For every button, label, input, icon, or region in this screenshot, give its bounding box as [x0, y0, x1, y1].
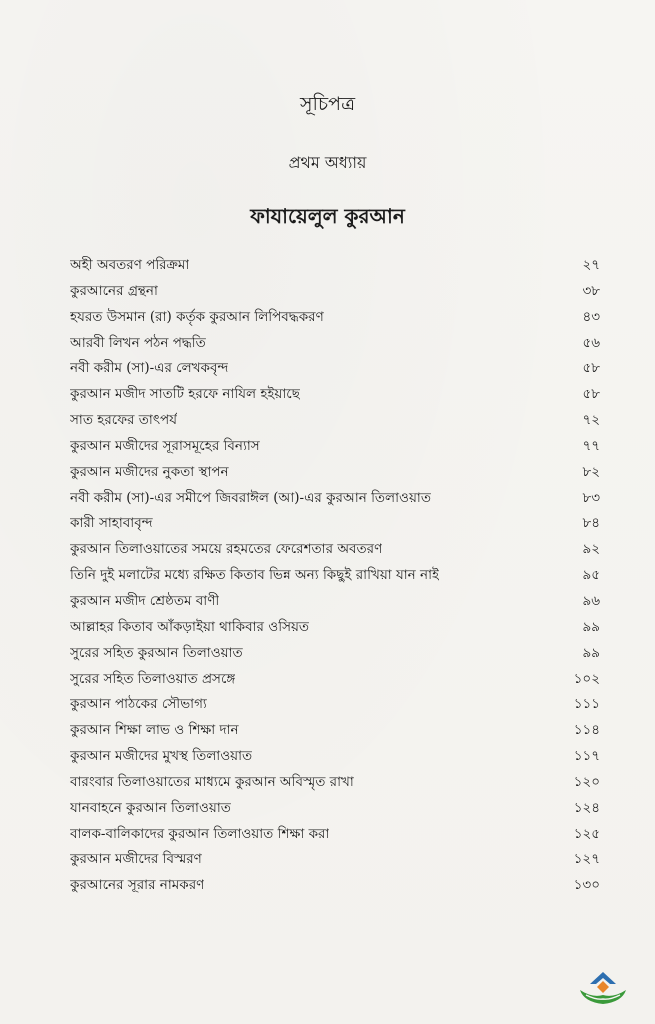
toc-entry [70, 486, 600, 512]
toc-entry-page-number: ৫৬ [582, 334, 600, 351]
toc-entry-title: কুরআন মজীদের সূরাসমূহের বিন্যাস [70, 437, 260, 454]
toc-entry [70, 537, 600, 563]
toc-entry-page-number: ৫৮ [582, 386, 600, 403]
toc-entry-title: নবী করীম (সা)-এর সমীপে জিবরাঈল (আ)-এর কুরআন তিলাওয়াত [70, 489, 431, 506]
toc-entry-page-number: ৭২ [582, 412, 600, 429]
toc-entry [70, 305, 600, 331]
toc-entry-title: কুরআন মজীদ শ্রেষ্ঠতম বাণী [70, 592, 220, 609]
toc-entry [70, 641, 600, 667]
section-heading: ফাযায়েলুল কুরআন [250, 204, 405, 228]
toc-entry-page-number: ৪৩ [582, 308, 600, 325]
toc-entry-title: আরবী লিখন পঠন পদ্ধতি [70, 334, 206, 351]
toc-entry [70, 253, 600, 279]
toc-entry [70, 589, 600, 615]
toc-entry-title: কুরআন মজীদের নুকতা স্থাপন [70, 463, 229, 480]
toc-entry-title: নবী করীম (সা)-এর লেখকবৃন্দ [70, 360, 229, 377]
toc-entry-title: যানবাহনে কুরআন তিলাওয়াত [70, 799, 231, 816]
toc-entry-page-number: ৯৬ [582, 592, 600, 609]
toc-entry [70, 744, 600, 770]
toc-entry [70, 279, 600, 305]
toc-entry-title: হযরত উসমান (রা) কর্তৃক কুরআন লিপিবদ্ধকরণ [70, 308, 324, 325]
toc-entry-title: কুরআন পাঠকের সৌভাগ্য [70, 696, 207, 713]
toc-entry [70, 692, 600, 718]
toc-entry-page-number: ১৩০ [573, 877, 600, 894]
toc-entry-title: কুরআনের সূরার নামকরণ [70, 877, 205, 894]
toc-entry-title: তিনি দুই মলাটের মধ্যে রক্ষিত কিতাব ভিন্ন অন্য কিছুই রাখিয়া যান নাই [70, 567, 440, 584]
toc-entry-page-number: ৮৩ [582, 489, 600, 506]
toc-entry [70, 770, 600, 796]
toc-entry [70, 460, 600, 486]
toc-entry-page-number: ১২৪ [573, 799, 600, 816]
toc-entry-page-number: ৮৪ [582, 515, 600, 532]
toc-entry [70, 356, 600, 382]
toc-entry-page-number: ২৭ [582, 257, 600, 273]
toc-entry-page-number: ১১৭ [573, 748, 600, 765]
toc-entry-page-number: ৮২ [582, 463, 600, 480]
toc-entry-title: বারংবার তিলাওয়াতের মাধ্যমে কুরআন অবিস্মৃত রাখা [70, 773, 354, 790]
toc-entry [70, 563, 600, 589]
toc-entry [70, 511, 600, 537]
toc-entry [70, 873, 600, 899]
toc-entry-title: সুরের সহিত কুরআন তিলাওয়াত [70, 644, 243, 661]
toc-entry [70, 718, 600, 744]
toc-entry-title: কুরআন তিলাওয়াতের সময়ে রহমতের ফেরেশতার অবতরণ [70, 541, 383, 558]
toc-entry-page-number: ১২৫ [573, 825, 600, 842]
toc-entry-title: আল্লাহর কিতাব আঁকড়াইয়া থাকিবার ওসিয়ত [70, 618, 310, 635]
toc-entry-page-number: ১১১ [573, 696, 600, 713]
toc-entry [70, 796, 600, 822]
toc-entry [70, 822, 600, 848]
toc-entry [70, 667, 600, 693]
toc-entry-title: কুরআনের গ্রন্থনা [70, 282, 158, 299]
page-title: সূচিপত্র [299, 93, 356, 115]
toc-entry-page-number: ৩৮ [582, 282, 600, 299]
chapter-heading: প্রথম অধ্যায় [288, 153, 367, 172]
table-of-contents [70, 253, 600, 899]
toc-entry [70, 408, 600, 434]
toc-entry-page-number: ১১৪ [573, 722, 600, 739]
toc-entry-page-number: ৯২ [582, 541, 600, 558]
toc-entry [70, 615, 600, 641]
toc-entry-page-number: ৫৮ [582, 360, 600, 377]
toc-entry [70, 434, 600, 460]
toc-entry-page-number: ১২৭ [573, 851, 600, 868]
toc-entry-page-number: ১২০ [573, 773, 600, 790]
toc-entry-page-number: ৭৭ [582, 437, 600, 454]
toc-entry [70, 847, 600, 873]
toc-entry-title: কারী সাহাবাবৃন্দ [70, 515, 153, 532]
toc-entry-page-number: ৯৯ [582, 618, 600, 635]
toc-entry-title: বালক-বালিকাদের কুরআন তিলাওয়াত শিক্ষা করা [70, 825, 330, 842]
toc-entry [70, 331, 600, 357]
toc-entry-title: অহী অবতরণ পরিক্রমা [70, 257, 190, 273]
toc-entry-title: কুরআন মজীদের মুখস্থ তিলাওয়াত [70, 748, 253, 765]
toc-entry-page-number: ৯৫ [582, 567, 600, 584]
toc-entry-page-number: ৯৯ [582, 644, 600, 661]
publisher-logo-icon [576, 968, 630, 1008]
toc-entry-title: কুরআন মজীদ সাতটি হরফে নাযিল হইয়াছে [70, 386, 300, 403]
toc-entry [70, 382, 600, 408]
toc-entry-title: কুরআন মজীদের বিস্মরণ [70, 851, 202, 868]
toc-entry-title: সাত হরফের তাৎপর্য [70, 412, 177, 429]
toc-entry-title: সুরের সহিত তিলাওয়াত প্রসঙ্গে [70, 670, 236, 687]
toc-entry-page-number: ১০২ [573, 670, 600, 687]
toc-entry-title: কুরআন শিক্ষা লাভ ও শিক্ষা দান [70, 722, 239, 739]
